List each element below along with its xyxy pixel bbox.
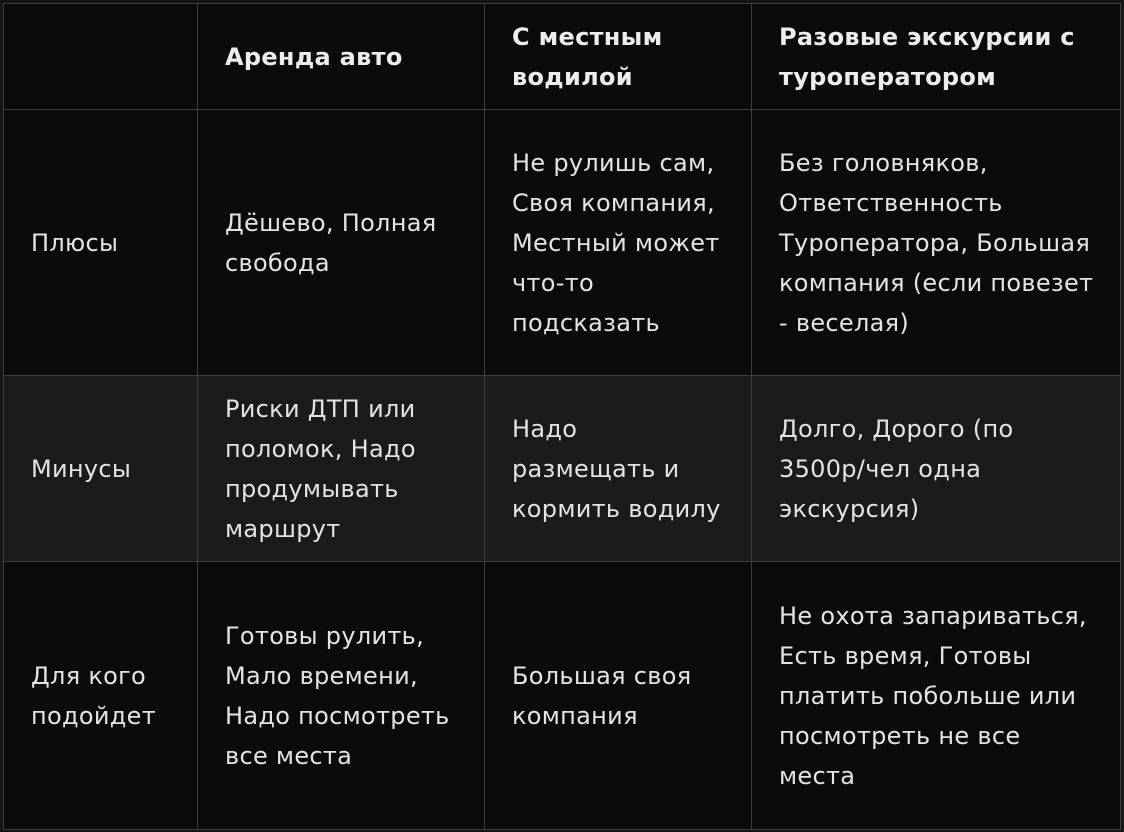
header-corner-cell xyxy=(4,4,198,110)
table-row-cons xyxy=(4,376,1121,562)
table-row-suitable-for xyxy=(4,562,1121,830)
row-label-pros: Плюсы xyxy=(4,110,198,376)
cell-pros-local-driver: Не рулишь сам, Своя компания, Местный может что-то подсказать xyxy=(485,110,752,376)
comparison-table-container xyxy=(3,3,1120,829)
cell-pros-car-rental: Дёшево, Полная свобода xyxy=(198,110,485,376)
table-row-pros xyxy=(4,110,1121,376)
cell-suitable-tour-operator: Не охота запариваться, Есть время, Готовы платить побольше или посмотреть не все места xyxy=(752,562,1121,830)
comparison-table xyxy=(3,3,1121,830)
cell-pros-tour-operator: Без головняков, Ответственность Туроператора, Большая компания (если повезет - веселая) xyxy=(752,110,1121,376)
table-header-row xyxy=(4,4,1121,110)
header-car-rental: Аренда авто xyxy=(198,4,485,110)
cell-cons-car-rental: Риски ДТП или поломок, Надо продумывать маршрут xyxy=(198,376,485,562)
cell-suitable-local-driver: Большая своя компания xyxy=(485,562,752,830)
header-tour-operator: Разовые экскурсии с туроператором xyxy=(752,4,1121,110)
header-local-driver: С местным водилой xyxy=(485,4,752,110)
cell-cons-tour-operator: Долго, Дорого (по 3500р/чел одна экскурсия) xyxy=(752,376,1121,562)
row-label-suitable-for: Для кого подойдет xyxy=(4,562,198,830)
row-label-cons: Минусы xyxy=(4,376,198,562)
cell-cons-local-driver: Надо размещать и кормить водилу xyxy=(485,376,752,562)
cell-suitable-car-rental: Готовы рулить, Мало времени, Надо посмотреть все места xyxy=(198,562,485,830)
